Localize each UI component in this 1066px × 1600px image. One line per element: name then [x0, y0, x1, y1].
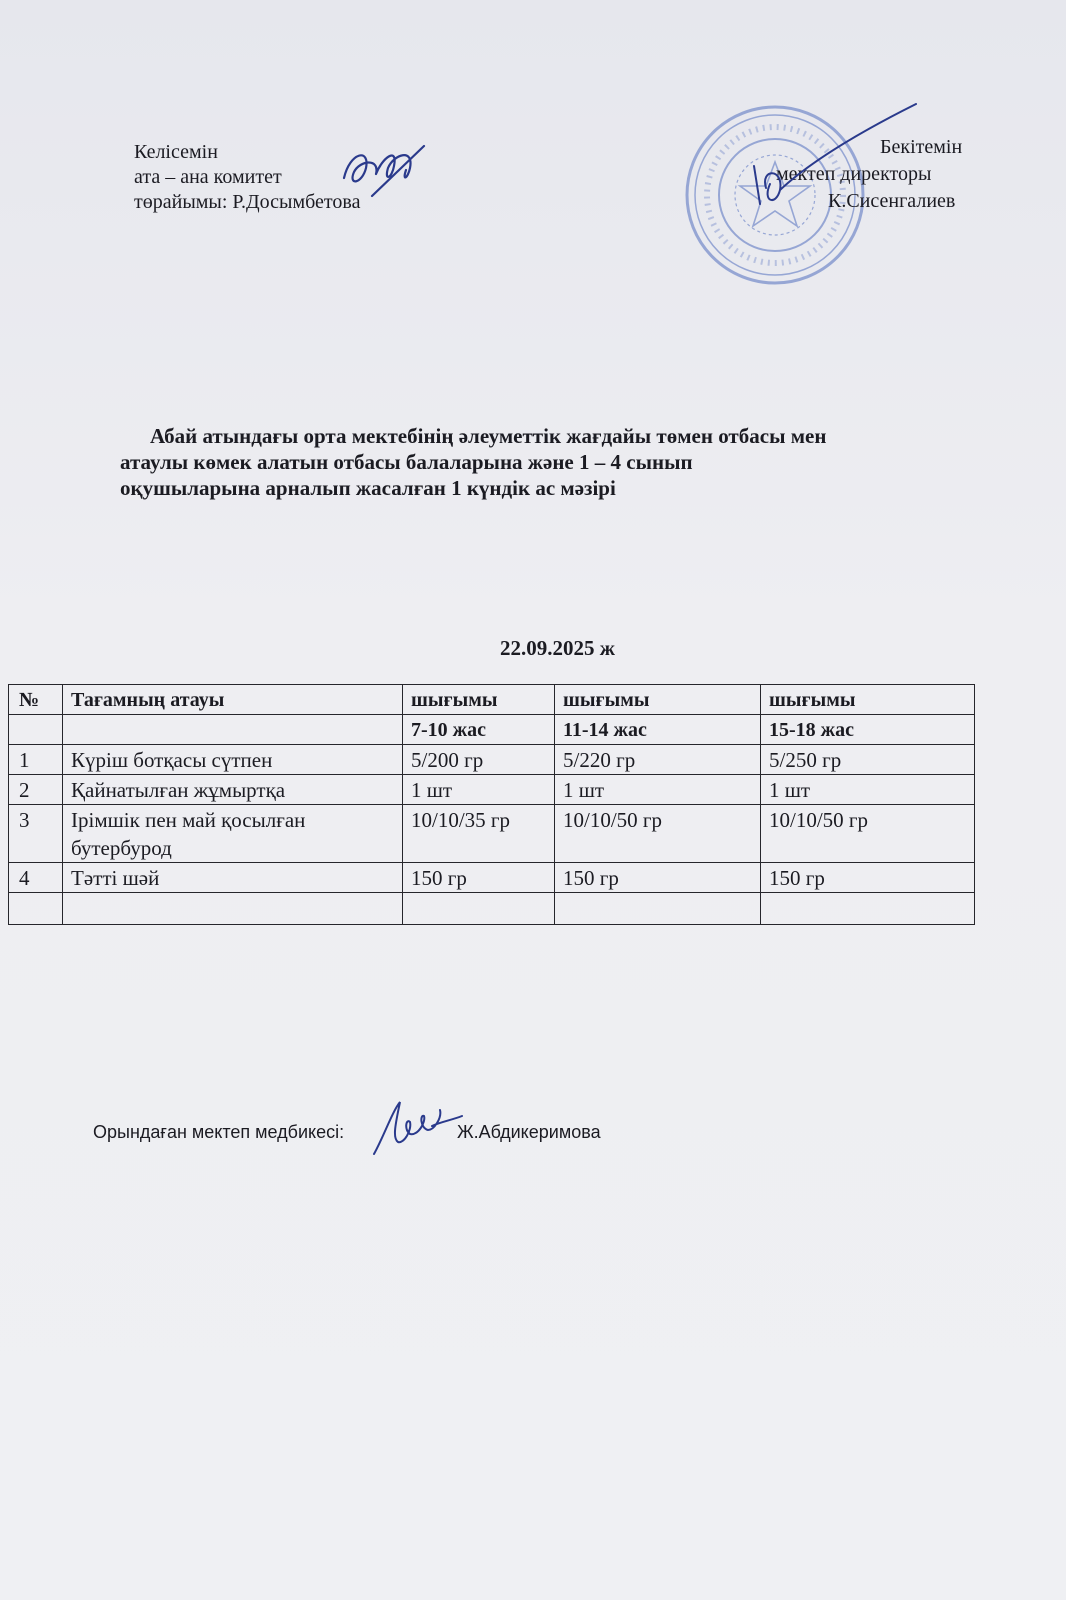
menu-table [8, 684, 975, 925]
header-cell-yield: шығымы [761, 685, 975, 715]
table-cell: 1 шт [403, 775, 555, 805]
title-line-2: атаулы көмек алатын отбасы балаларына және 1 – 4 сынып [120, 450, 693, 474]
age-cell: 11-14 жас [555, 715, 761, 745]
title-line-1: Абай атындағы орта мектебінің әлеуметтік жағдайы төмен отбасы мен [150, 424, 827, 448]
header-cell-number: № [9, 685, 63, 715]
table-cell: 5/250 гр [761, 745, 975, 775]
agreement-line-2: ата – ана комитет [134, 166, 282, 188]
agreement-block [134, 140, 360, 215]
age-cell [63, 715, 403, 745]
agreement-line-3: төрайымы: Р.Досымбетова [134, 191, 361, 213]
table-cell: Ірімшік пен май қосылған бутербурод [63, 805, 403, 863]
table-cell: 10/10/50 гр [761, 805, 975, 863]
table-cell: 3 [9, 805, 63, 863]
table-age-row [9, 715, 975, 745]
table-row [9, 863, 975, 893]
approval-line-1: Бекітемін [880, 136, 963, 158]
table-cell [761, 893, 975, 925]
signature-director-icon [740, 92, 940, 212]
table-cell: 150 гр [403, 863, 555, 893]
menu-date: 22.09.2025 ж [500, 636, 615, 660]
table-header-row [9, 685, 975, 715]
approval-line-3: К.Сисенгалиев [828, 190, 956, 212]
header-cell-dish: Тағамның атауы [63, 685, 403, 715]
table-cell: 5/220 гр [555, 745, 761, 775]
table-cell: 10/10/50 гр [555, 805, 761, 863]
table-row [9, 775, 975, 805]
table-cell: 150 гр [761, 863, 975, 893]
age-cell: 7-10 жас [403, 715, 555, 745]
table-cell [555, 893, 761, 925]
table-row-empty [9, 893, 975, 925]
age-cell: 15-18 жас [761, 715, 975, 745]
table-cell: 2 [9, 775, 63, 805]
signature-nurse-icon [370, 1096, 466, 1160]
table-row [9, 805, 975, 863]
age-cell [9, 715, 63, 745]
table-cell: 10/10/35 гр [403, 805, 555, 863]
document-title [120, 423, 1020, 501]
table-cell [63, 893, 403, 925]
table-cell [403, 893, 555, 925]
approval-line-2: мектеп директоры [776, 163, 932, 185]
table-cell: Күріш ботқасы сүтпен [63, 745, 403, 775]
table-cell: 1 шт [555, 775, 761, 805]
footer-label: Орындаған мектеп медбикесі: [93, 1122, 345, 1142]
table-cell: 1 шт [761, 775, 975, 805]
table-cell: 4 [9, 863, 63, 893]
table-cell [9, 893, 63, 925]
header-cell-yield: шығымы [403, 685, 555, 715]
table-cell: Тәтті шәй [63, 863, 403, 893]
title-line-3: оқушыларына арналып жасалған 1 күндік ас мәзірі [120, 476, 616, 500]
header-cell-yield: шығымы [555, 685, 761, 715]
footer-signature-line [93, 1122, 601, 1143]
table-cell: 150 гр [555, 863, 761, 893]
table-cell: 5/200 гр [403, 745, 555, 775]
agreement-line-1: Келісемін [134, 141, 218, 163]
signature-parent-committee-icon [336, 138, 432, 200]
footer-name: Ж.Абдикеримова [457, 1122, 601, 1142]
table-row [9, 745, 975, 775]
table-cell: Қайнатылған жұмыртқа [63, 775, 403, 805]
table-cell: 1 [9, 745, 63, 775]
